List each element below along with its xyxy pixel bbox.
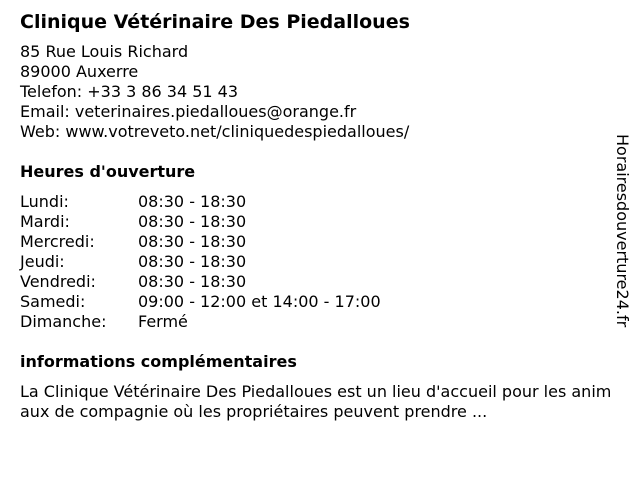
email-line: Email: veterinaires.piedalloues@orange.fr: [20, 102, 357, 121]
hours-row-jeudi: [20, 252, 620, 272]
address-line-2: 89000 Auxerre: [20, 62, 139, 81]
hours-heading: Heures d'ouverture: [20, 162, 196, 181]
time-value: 08:30 - 18:30: [138, 232, 247, 251]
hours-row-mardi: [20, 212, 620, 232]
info-description: La Clinique Vétérinaire Des Piedalloues est un lieu d'accueil pour les animaux de compagnie où les propriétaires peuvent prendre ...: [20, 382, 612, 421]
clinic-card: [20, 10, 620, 422]
web-line: Web: www.votreveto.net/cliniquedespiedalloues/: [20, 122, 410, 141]
hours-row-mercredi: [20, 232, 620, 252]
day-label: Lundi:: [20, 192, 69, 211]
hours-row-dimanche: [20, 312, 620, 332]
time-value: Fermé: [138, 312, 188, 331]
hours-row-vendredi: [20, 272, 620, 292]
site-watermark: Horairesdouverture24.fr: [613, 134, 632, 328]
day-label: Samedi:: [20, 292, 86, 311]
phone-line: Telefon: +33 3 86 34 51 43: [20, 82, 239, 101]
time-value: 08:30 - 18:30: [138, 252, 247, 271]
time-value: 08:30 - 18:30: [138, 192, 247, 211]
day-label: Jeudi:: [20, 252, 65, 271]
time-value: 08:30 - 18:30: [138, 212, 247, 231]
time-value: 09:00 - 12:00 et 14:00 - 17:00: [138, 292, 381, 311]
address-line-1: 85 Rue Louis Richard: [20, 42, 189, 61]
day-label: Mardi:: [20, 212, 70, 231]
clinic-name: Clinique Vétérinaire Des Piedalloues: [20, 11, 410, 33]
hours-table: [20, 192, 620, 332]
hours-row-samedi: [20, 292, 620, 312]
time-value: 08:30 - 18:30: [138, 272, 247, 291]
day-label: Vendredi:: [20, 272, 96, 291]
day-label: Dimanche:: [20, 312, 107, 331]
day-label: Mercredi:: [20, 232, 95, 251]
info-heading: informations complémentaires: [20, 352, 297, 371]
hours-row-lundi: [20, 192, 620, 212]
contact-block: [20, 42, 620, 142]
